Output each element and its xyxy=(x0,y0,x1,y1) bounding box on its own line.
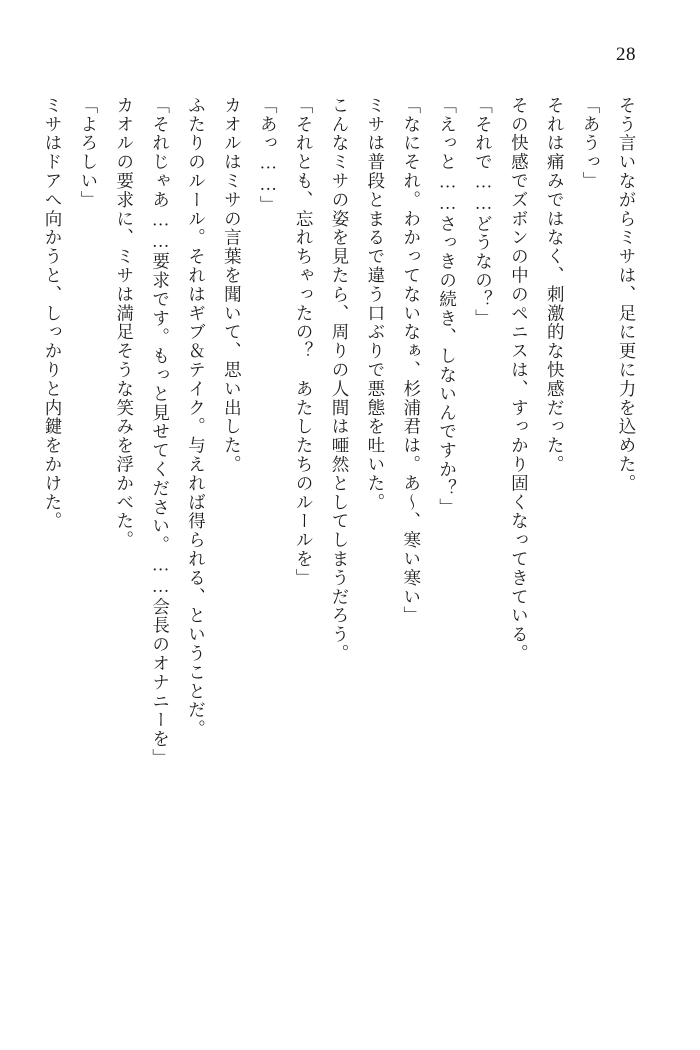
paragraph: カオルの要求に、ミサは満足そうな笑みを浮かべた。 xyxy=(114,96,135,550)
paragraph: 「なにそれ。わかってないなぁ、杉浦君は。あ～、寒い寒い」 xyxy=(401,96,422,626)
paragraph: 「よろしい」 xyxy=(78,96,99,210)
page-body-text xyxy=(43,96,644,896)
paragraph: 「あっ……」 xyxy=(258,96,279,215)
paragraph: カオルはミサの言葉を聞いて、思い出した。 xyxy=(222,96,243,474)
paragraph: ミサは普段とまるで違う口ぶりで悪態を吐いた。 xyxy=(365,96,386,512)
paragraph: ミサはドアへ向かうと、しっかりと内鍵をかけた。 xyxy=(43,96,63,531)
page-number: 28 xyxy=(616,44,636,65)
paragraph: ふたりのルール。それはギブ＆テイク。与えれば得られる、ということだ。 xyxy=(186,96,207,739)
paragraph: 「それとも、忘れちゃったの？ あたしたちのルールを」 xyxy=(294,96,315,588)
paragraph: 「あうっ」 xyxy=(581,96,602,191)
paragraph: 「それじゃあ……要求です。もっと見せてください。……会長のオナニーを」 xyxy=(150,96,171,768)
paragraph: それは痛みではなく、刺激的な快感だった。 xyxy=(545,96,566,474)
paragraph: 「それで……どうなの？」 xyxy=(473,96,494,328)
paragraph: 「えっと……さっきの続き、しないんですか？」 xyxy=(437,96,458,517)
paragraph: そう言いながらミサは、足に更に力を込めた。 xyxy=(617,96,637,493)
paragraph: こんなミサの姿を見たら、周りの人間は唖然としてしまうだろう。 xyxy=(330,96,350,663)
paragraph: その快感でズボンの中のペニスは、すっかり固くなってきている。 xyxy=(509,96,530,663)
